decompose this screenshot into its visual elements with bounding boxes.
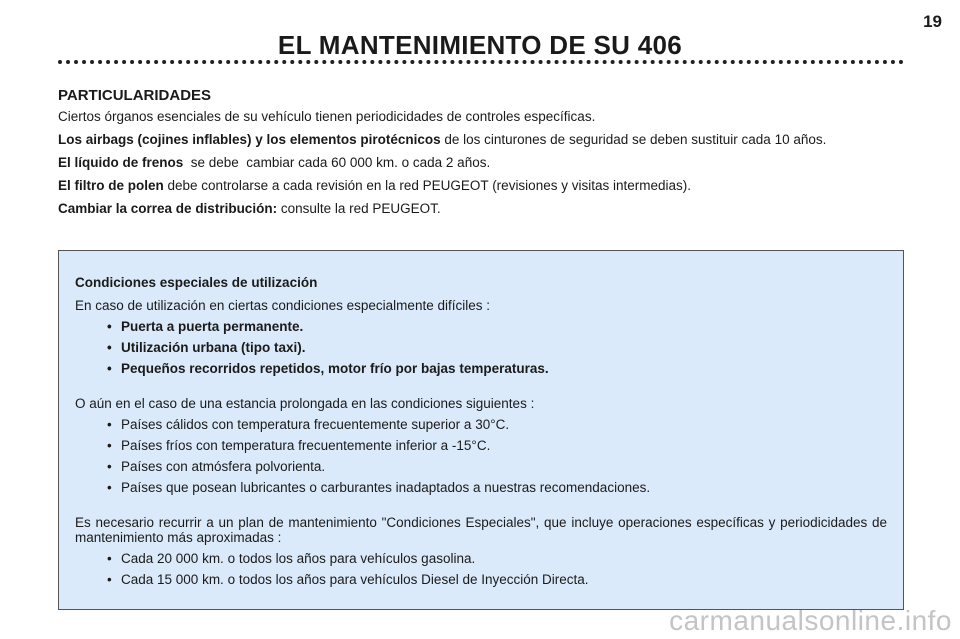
dotted-divider [58,60,904,64]
brake-fluid-text: se debe cambiar cada 60 000 km. o cada 2 años. [183,155,491,170]
box-intro-plan: Es necesario recurrir a un plan de mantenimiento "Condiciones Especiales", que incluye operaciones específicas y periodicidades de mantenimiento más aproximadas : [75,515,887,545]
difficult-conditions-list [75,319,887,376]
box-intro-prolonged: O aún en el caso de una estancia prolongada en las condiciones siguientes : [75,396,535,411]
brake-fluid-label: El líquido de frenos [58,155,184,170]
list-item: • Puerta a puerta permanente. [107,319,887,334]
section-heading: PARTICULARIDADES [58,87,212,104]
box-intro-difficult: En caso de utilización en ciertas condiciones especialmente difíciles : [75,298,490,313]
watermark-text: carmanualsonline.info [669,605,952,636]
pollen-filter-label: El filtro de polen [58,178,164,193]
pollen-filter-text: debe controlarse a cada revisión en la red PEUGEOT (revisiones y visitas intermedias). [163,178,691,193]
list-item: • Países fríos con temperatura frecuentemente inferior a -15°C. [107,438,887,453]
special-conditions-box [58,250,904,610]
list-item: • Países con atmósfera polvorienta. [107,459,887,474]
timing-belt-text: consulte la red PEUGEOT. [277,201,441,216]
plan-intervals-list [75,551,887,587]
airbags-text: de los cinturones de seguridad se deben sustituir cada 10 años. [440,132,827,147]
timing-belt-paragraph [58,201,904,216]
list-item: • Países que posean lubricantes o carburantes inadaptados a nuestras recomendaciones. [107,480,887,495]
list-item: • Cada 20 000 km. o todos los años para vehículos gasolina. [107,551,887,566]
timing-belt-label: Cambiar la correa de distribución: [58,201,278,216]
box-heading: Condiciones especiales de utilización [75,275,318,290]
list-item: • Países cálidos con temperatura frecuentemente superior a 30°C. [107,417,887,432]
intro-paragraph: Ciertos órganos esenciales de su vehículo tienen periodicidades de controles específicas. [58,109,596,124]
pollen-filter-paragraph [58,178,904,193]
airbags-paragraph [58,132,904,147]
page-number: 19 [923,12,942,31]
airbags-label: Los airbags (cojines inflables) y los elementos pirotécnicos [58,132,441,147]
list-item: • Pequeños recorridos repetidos, motor frío por bajas temperaturas. [107,361,887,376]
list-item: • Utilización urbana (tipo taxi). [107,340,887,355]
page-title: EL MANTENIMIENTO DE SU 406 [277,30,683,60]
list-item: • Cada 15 000 km. o todos los años para vehículos Diesel de Inyección Directa. [107,572,887,587]
particularidades-section [58,88,904,224]
prolonged-conditions-list [75,417,887,495]
brake-fluid-paragraph [58,155,904,170]
